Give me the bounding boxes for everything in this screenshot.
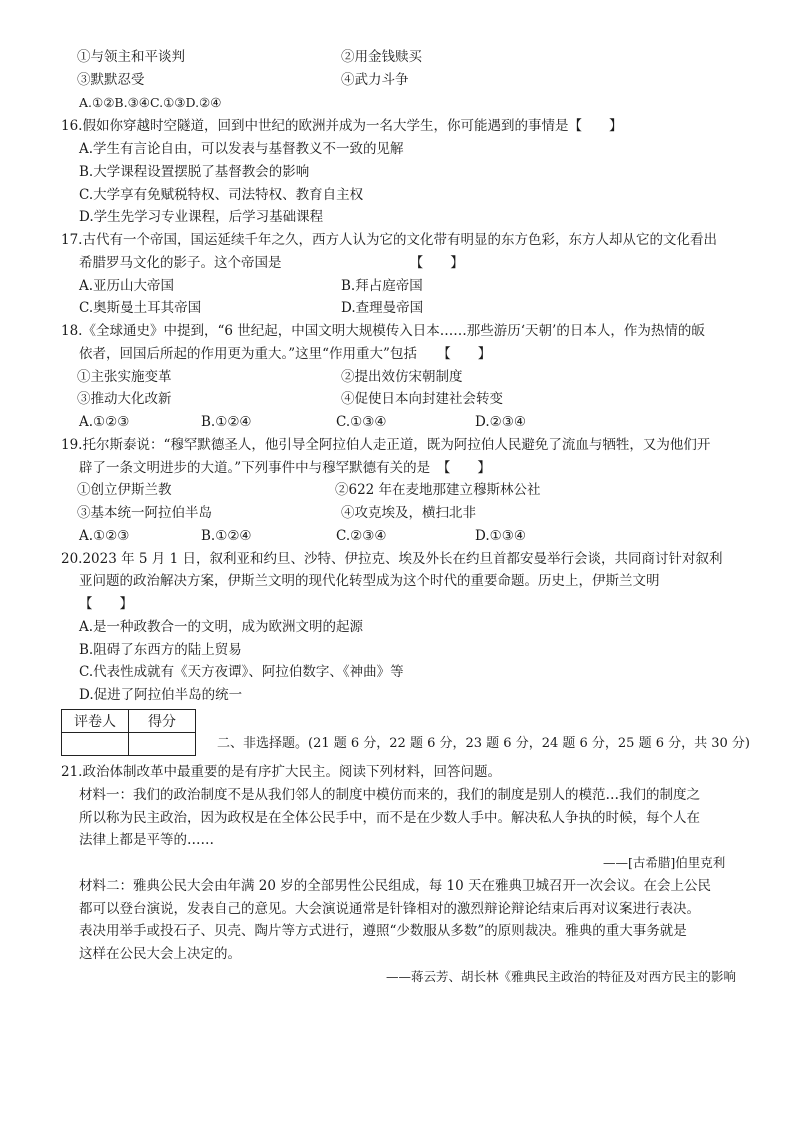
q19-stem-line2: 辟了一条文明进步的大道。”下列事件中与穆罕默德有关的是 【 】 [79,460,491,476]
q17-choice-c: C.奥斯曼土耳其帝国 [79,300,202,316]
q21-material1-line1: 材料一：我们的政治制度不是从我们邻人的制度中模仿而来的，我们的制度是别人的模范…我们的制度之 [79,787,700,803]
q18-stem-line2: 依者，回国后所起的作用更为重大。”这里“作用重大”包括 【 】 [79,346,492,362]
q19-option-4: ④攻克埃及，横扫北非 [341,505,476,521]
q21-stem: 21.政治体制改革中最重要的是有序扩大民主。阅读下列材料，回答问题。 [61,764,501,780]
q19-choice-c: C.②③④ [336,528,387,544]
q16-choice-b: B.大学课程设置摆脱了基督教会的影响 [79,164,310,180]
score-header: 得分 [129,710,196,733]
q18-choice-d: D.②③④ [475,414,526,430]
q21-material1-line2: 所以称为民主政治，因为政权是在全体公民手中，而不是在少数人手中。解决私人争执的时候，每个人在 [79,810,700,826]
q18-option-4: ④促使日本向封建社会转变 [341,391,503,407]
q20-choice-a: A.是一种政教合一的文明，成为欧洲文明的起源 [79,619,364,635]
q21-material2-line2: 都可以登台演说，发表自己的意见。大会演说通常是针锋相对的激烈辩论辩论结束后再对议案进行表决。 [79,901,700,917]
q18-choice-a: A.①②③ [79,414,130,430]
score-table [61,709,196,756]
q20-choice-b: B.阻碍了东西方的陆上贸易 [79,642,242,658]
q15-option-3: ③默默忍受 [77,72,145,88]
q17-choice-d: D.查理曼帝国 [341,300,424,316]
score-cell[interactable] [129,733,196,756]
q21-material2-line4: 这样在公民大会上决定的。 [79,946,241,962]
q21-material2-source: ——蒋云芳、胡长林《雅典民主政治的特征及对西方民主的影响 [386,969,737,984]
q21-material2-line1: 材料二：雅典公民大会由年满 20 岁的全部男性公民组成，每 10 天在雅典卫城召开一次会议。在会上公民 [79,878,712,894]
q16-choice-a: A.学生有言论自由，可以发表与基督教义不一致的见解 [79,141,404,157]
q21-material2-line3: 表决用举手或投石子、贝壳、陶片等方式进行，遵照“少数服从多数”的原则裁决。雅典的重大事务就是 [79,923,687,939]
q18-option-3: ③推动大化改新 [77,391,172,407]
q19-option-2: ②622 年在麦地那建立穆斯林公社 [335,482,541,498]
grader-cell[interactable] [62,733,129,756]
q20-stem-line2: 亚问题的政治解决方案，伊斯兰文明的现代化转型成为这个时代的重要命题。历史上，伊斯兰文明 [79,573,660,589]
q17-stem-line1: 17.古代有一个帝国，国运延续千年之久，西方人认为它的文化带有明显的东方色彩，东方人却从它的文化看出 [61,232,717,248]
q18-choice-c: C.①③④ [336,414,387,430]
q19-option-1: ①创立伊斯兰教 [77,482,172,498]
q15-option-2: ②用金钱赎买 [341,49,422,65]
q18-option-2: ②提出效仿宋朝制度 [341,369,463,385]
q20-choice-c: C.代表性成就有《天方夜谭》、阿拉伯数字、《神曲》等 [79,664,404,680]
q21-material1-source: ——[古希腊]伯里克利 [603,855,726,870]
q19-choice-a: A.①②③ [79,528,130,544]
q17-choice-a: A.亚历山大帝国 [79,278,175,294]
q18-stem-line1: 18.《全球通史》中提到，“6 世纪起，中国文明大规模传入日本……那些游历‘天朝’的日本人，作为热情的皈 [61,323,705,339]
q17-stem-line2: 希腊罗马文化的影子。这个帝国是 【 】 [79,255,464,271]
q19-stem-line1: 19.托尔斯泰说：“穆罕默德圣人，他引导全阿拉伯人走正道，既为阿拉伯人民避免了流血与牺牲，又为他们开 [61,437,711,453]
q15-option-1: ①与领主和平谈判 [77,49,185,65]
q18-choice-b: B.①②④ [201,414,252,430]
q21-material1-line3: 法律上都是平等的…… [79,832,214,848]
q19-option-3: ③基本统一阿拉伯半岛 [77,505,212,521]
q20-answer-bracket: 【 】 [79,596,133,612]
q15-choices: A.①②B.③④C.①③D.②④ [79,95,222,110]
q19-choice-d: D.①③④ [475,528,526,544]
q20-choice-d: D.促进了阿拉伯半岛的统一 [79,687,243,703]
q17-choice-b: B.拜占庭帝国 [341,278,423,294]
q20-stem-line1: 20.2023 年 5 月 1 日，叙利亚和约旦、沙特、伊拉克、埃及外长在约旦首都安曼举行会谈，共同商讨针对叙利 [61,551,723,567]
grader-header: 评卷人 [62,710,129,733]
section-2-heading: 二、非选择题。(21 题 6 分，22 题 6 分，23 题 6 分，24 题 6 分，25 题 6 分，共 30 分) [217,736,751,751]
q16-choice-c: C.大学享有免赋税特权、司法特权、教育自主权 [79,187,364,203]
q15-option-4: ④武力斗争 [341,72,409,88]
q16-stem: 16.假如你穿越时空隧道，回到中世纪的欧洲并成为一名大学生，你可能遇到的事情是【 】 [61,118,623,134]
q16-choice-d: D.学生先学习专业课程，后学习基础课程 [79,209,324,225]
q19-choice-b: B.①②④ [201,528,252,544]
q18-option-1: ①主张实施变革 [77,369,172,385]
